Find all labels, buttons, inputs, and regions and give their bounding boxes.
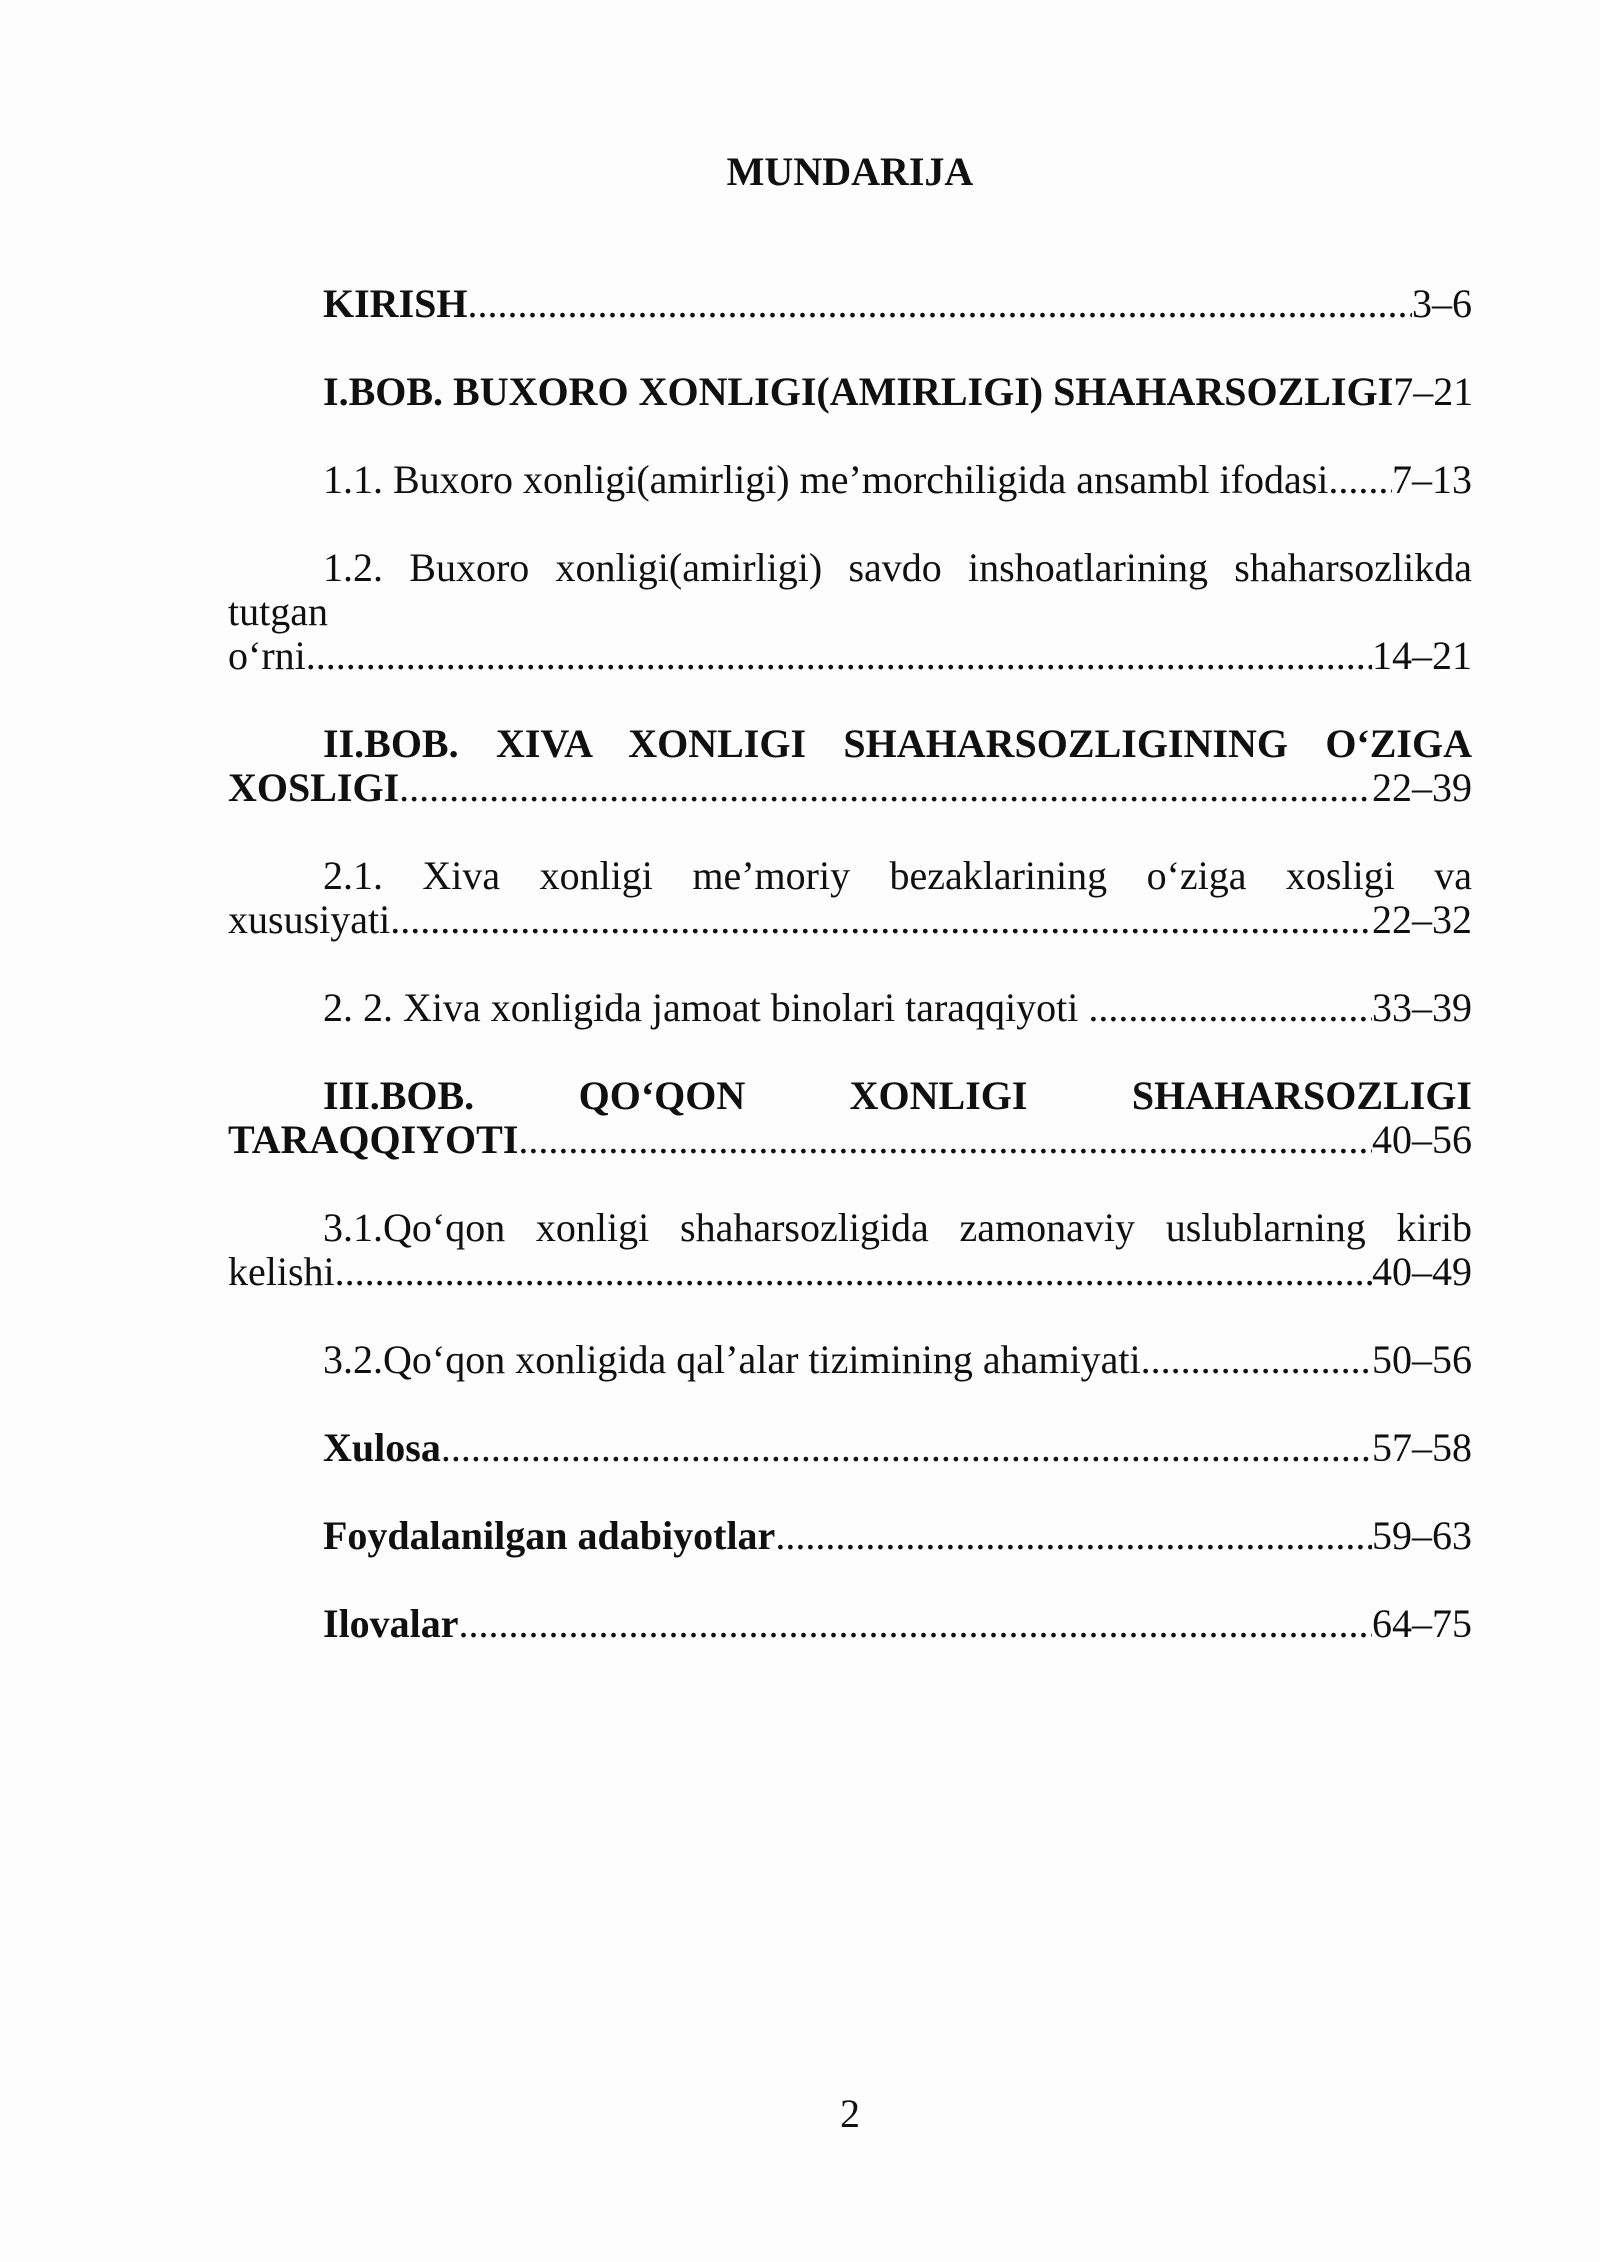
page-title: MUNDARIJA <box>726 149 974 194</box>
page-range: 40–56 <box>1372 1117 1472 1162</box>
entry-label: I.BOB. BUXORO XONLIGI(AMIRLIGI) SHAHARSOZLIGI <box>323 369 1394 414</box>
dot-leader <box>335 1250 1372 1294</box>
entry-label: TARAQQIYOTI <box>228 1117 519 1162</box>
page-range: 7–13 <box>1392 457 1472 502</box>
dot-leader <box>459 1602 1372 1646</box>
toc-entry-kirish <box>228 282 1472 326</box>
dot-leader <box>399 766 1372 810</box>
toc-entry-ilovalar <box>228 1602 1472 1646</box>
toc-entry-xulosa <box>228 1426 1472 1470</box>
entry-label: 3.2.Qo‘qon xonligida qal’alar tizimining ahamiyati <box>323 1337 1141 1382</box>
entry-line2 <box>228 634 1472 678</box>
dot-leader <box>1088 986 1372 1030</box>
entry-label: kelishi <box>228 1249 335 1294</box>
page-range: 22–39 <box>1372 765 1472 810</box>
dot-leader <box>306 634 1372 678</box>
entry-label: o‘rni <box>228 633 306 678</box>
entry-label: Foydalanilgan adabiyotlar <box>323 1513 776 1558</box>
dot-leader <box>1328 458 1392 502</box>
entry-line2 <box>228 1250 1472 1294</box>
toc-entry-bob2 <box>228 722 1472 810</box>
toc-entry-bob3 <box>228 1074 1472 1162</box>
entry-line2 <box>228 1118 1472 1162</box>
page-range: 3–6 <box>1412 281 1472 326</box>
entry-line1: II.BOB. XIVA XONLIGI SHAHARSOZLIGINING O‘ZIGA <box>323 721 1472 766</box>
entry-label: 2. 2. Xiva xonligida jamoat binolari taraqqiyoti <box>323 985 1079 1030</box>
toc-entry-3-1 <box>228 1206 1472 1294</box>
entry-label: KIRISH <box>323 281 468 326</box>
toc-entry-adabiyotlar <box>228 1514 1472 1558</box>
entry-line1: 1.2. Buxoro xonligi(amirligi) savdo inshoatlarining shaharsozlikda tutgan <box>228 545 1472 634</box>
page-number: 2 <box>840 2091 860 2136</box>
page-range: 22–32 <box>1372 897 1472 942</box>
page-range: 7–21 <box>1393 369 1474 414</box>
dot-leader <box>518 1118 1372 1162</box>
toc-content <box>228 150 1472 1690</box>
entry-label: Ilovalar <box>323 1601 459 1646</box>
toc-entry-bob1 <box>228 370 1472 414</box>
page-range: 50–56 <box>1372 1337 1472 1382</box>
dot-leader <box>441 1426 1372 1470</box>
dot-leader <box>1141 1338 1372 1382</box>
entry-label: xususiyati <box>228 897 391 942</box>
entry-label: Xulosa <box>323 1425 441 1470</box>
page-range: 14–21 <box>1372 633 1472 678</box>
entry-line1: 2.1. Xiva xonligi me’moriy bezaklarining o‘ziga xosligi va <box>323 853 1472 898</box>
entry-line2 <box>228 766 1472 810</box>
entry-line2 <box>228 898 1472 942</box>
toc-entry-2-2 <box>228 986 1472 1030</box>
toc-entry-1-2 <box>228 546 1472 678</box>
toc-entry-2-1 <box>228 854 1472 942</box>
page-range: 33–39 <box>1372 985 1472 1030</box>
page-range: 57–58 <box>1372 1425 1472 1470</box>
entry-label: 1.1. Buxoro xonligi(amirligi) me’morchiligida ansambl ifodasi <box>323 457 1329 502</box>
page-range: 40–49 <box>1372 1249 1472 1294</box>
page-range: 59–63 <box>1372 1513 1472 1558</box>
dot-leader <box>390 898 1372 942</box>
page-range: 64–75 <box>1372 1601 1472 1646</box>
dot-leader <box>775 1514 1372 1558</box>
toc-entry-1-1 <box>228 458 1472 502</box>
toc-entry-3-2 <box>228 1338 1472 1382</box>
entry-label: XOSLIGI <box>228 765 400 810</box>
entry-line1: III.BOB. QO‘QON XONLIGI SHAHARSOZLIGI <box>323 1073 1472 1118</box>
entry-line1: 3.1.Qo‘qon xonligi shaharsozligida zamonaviy uslublarning kirib <box>323 1205 1472 1250</box>
dot-leader <box>468 282 1413 326</box>
